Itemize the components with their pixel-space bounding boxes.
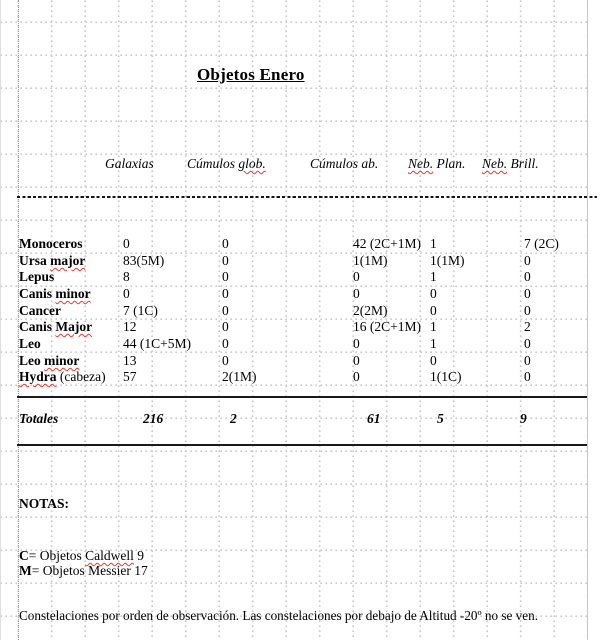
row-cell: 1 [430,269,437,284]
row-cell: 1 [430,236,437,251]
text-segment: 9 [133,548,144,563]
text-segment: minor [55,286,91,301]
text-segment: M [19,563,32,578]
row-cell: 0 [353,369,360,384]
row-cell: 1 [430,336,437,351]
text-segment: Neb. [408,156,434,171]
text-segment: Major [55,319,93,334]
row-cell: 57 [123,369,137,384]
row-label [19,353,79,369]
text-segment: Brill. [507,156,539,171]
totals-label: Totales [19,411,59,426]
column-header [482,156,539,172]
text-segment: Plan. [433,156,466,171]
text-segment: major [50,253,86,268]
row-cell: 7 (1C) [123,303,158,318]
row-label [19,319,92,335]
text-segment: Ursa [19,253,51,268]
text-segment: Hydra [19,369,57,384]
row-cell: 1(1M) [353,253,388,268]
page-edge-left [0,0,1,640]
text-segment: Leo [19,353,45,368]
text-segment: Lepus [19,269,55,284]
row-cell: 1 [430,319,437,334]
row-cell: 44 (1C+5M) [123,336,191,351]
row-cell: 2 [524,319,531,334]
row-cell: 0 [430,303,437,318]
row-cell: 0 [222,286,229,301]
row-cell: 0 [524,303,531,318]
row-label [19,269,54,285]
row-cell: 0 [524,353,531,368]
text-segment: C [19,548,29,563]
row-cell: 0 [222,319,229,334]
row-cell: 0 [430,353,437,368]
row-cell: 0 [222,303,229,318]
totals-cell: 2 [230,411,237,426]
row-cell: 0 [353,353,360,368]
column-header [408,156,465,172]
row-cell: 7 (2C) [524,236,559,251]
row-cell: 0 [524,253,531,268]
row-cell: 2(2M) [353,303,388,318]
text-segment: Canis [19,319,56,334]
row-cell: 8 [123,269,130,284]
totals-cell: 216 [143,411,164,426]
row-cell: 0 [353,336,360,351]
text-segment: Neb. [482,156,508,171]
text-segment: glob. [238,156,266,171]
row-cell: 0 [222,353,229,368]
page-edge-right [587,0,588,640]
text-segment: Monoceros [19,236,83,251]
row-cell: 0 [524,286,531,301]
page-title: Objetos Enero [197,65,305,84]
text-segment: = Objetos Messier 17 [31,563,148,578]
footer-note: Constelaciones por orden de observación. Las constelaciones por debajo de Altitud -20º no se ven. [19,608,538,623]
row-label [19,336,41,352]
row-cell: 0 [353,269,360,284]
text-segment: Caldwell [85,548,134,563]
text-segment: Canis [19,286,56,301]
row-cell: 0 [353,286,360,301]
row-label [19,286,91,302]
row-cell: 0 [222,336,229,351]
totals-cell: 5 [437,411,444,426]
row-cell: 2(1M) [222,369,257,384]
text-segment: Cancer [19,303,61,318]
row-cell: 0 [524,336,531,351]
column-header [105,156,154,172]
row-cell: 13 [123,353,137,368]
row-label [19,253,85,269]
note-line [19,548,144,564]
totals-cell: 61 [367,411,381,426]
row-cell: 0 [524,369,531,384]
row-label [19,303,61,319]
row-cell: 16 (2C+1M) [353,319,421,334]
row-cell: 1(1C) [430,369,462,384]
text-segment: Cúmulos ab. [310,156,379,171]
notes-heading: NOTAS: [19,496,70,511]
dashed-divider [17,196,597,198]
note-line [19,563,148,579]
totals-cell: 9 [520,411,527,426]
row-cell: 42 (2C+1M) [353,236,421,251]
column-header [187,156,266,172]
text-segment: Leo [19,336,41,351]
totals-rule-bottom [17,444,587,446]
row-cell: 0 [222,253,229,268]
row-cell: 0 [123,236,130,251]
text-segment: Cúmulos [187,156,239,171]
row-label [19,236,83,252]
row-cell: 0 [222,236,229,251]
row-cell: 83(5M) [123,253,165,268]
row-cell: 12 [123,319,137,334]
column-header [310,156,378,172]
row-cell: 0 [123,286,130,301]
text-segment: = Objetos [28,548,86,563]
row-cell: 0 [524,269,531,284]
text-segment: (cabeza) [56,369,106,384]
row-cell: 1(1M) [430,253,465,268]
text-segment: Galaxias [105,156,154,171]
row-cell: 0 [430,286,437,301]
row-cell: 0 [222,269,229,284]
totals-rule-top [17,396,587,398]
row-label [19,369,106,385]
text-segment: minor [44,353,80,368]
